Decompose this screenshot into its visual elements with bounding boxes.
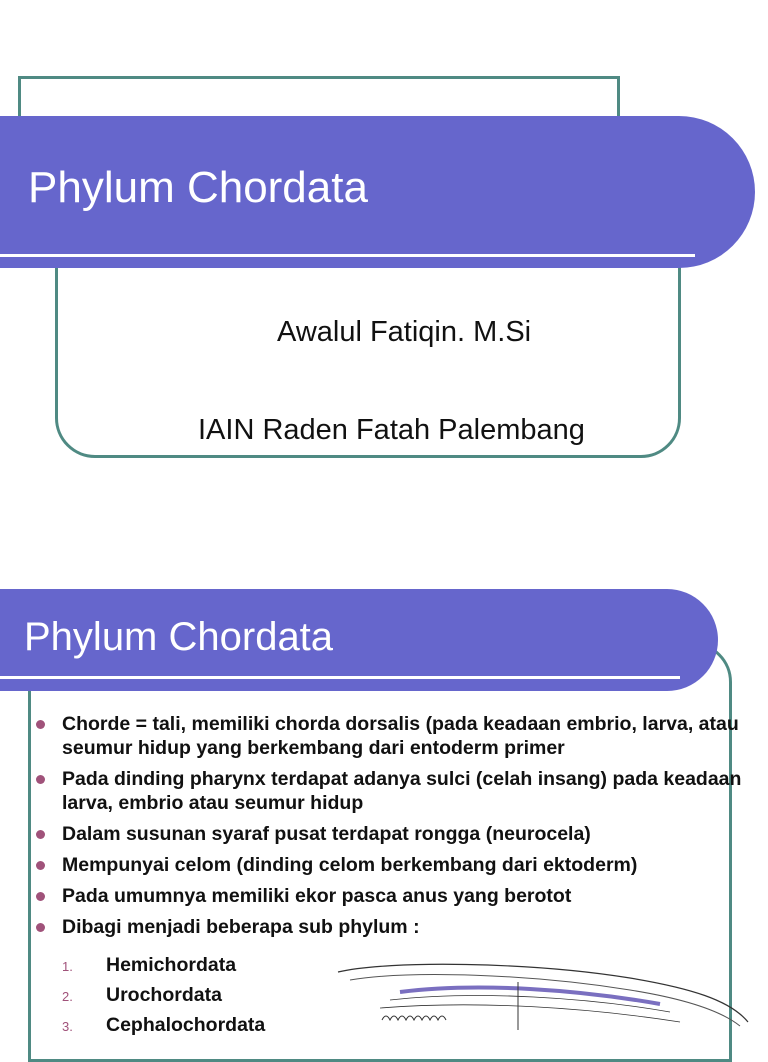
slide-title: Phylum Chordata bbox=[28, 163, 368, 212]
chordate-illustration bbox=[330, 960, 750, 1030]
bullet-icon bbox=[36, 720, 45, 729]
bullet-list bbox=[36, 712, 756, 946]
author-name: Awalul Fatiqin. M.Si bbox=[277, 316, 532, 348]
subphylum-item: 1. Hemichordata bbox=[62, 954, 237, 976]
bullet-icon bbox=[36, 861, 45, 870]
bullet-item: Mempunyai celom (dinding celom berkembang dari ektoderm) bbox=[36, 853, 756, 877]
bullet-item: Dalam susunan syaraf pusat terdapat rongga (neurocela) bbox=[36, 822, 756, 846]
bullet-icon bbox=[36, 830, 45, 839]
bullet-icon bbox=[36, 892, 45, 901]
bullet-icon bbox=[36, 923, 45, 932]
subphylum-item: 3. Cephalochordata bbox=[62, 1014, 266, 1036]
title-slide bbox=[0, 0, 768, 512]
institution-name: IAIN Raden Fatah Palembang bbox=[198, 414, 585, 446]
bullet-item: Pada dinding pharynx terdapat adanya sulci (celah insang) pada keadaan larva, embrio atau seumur hidup bbox=[36, 767, 756, 815]
bullet-item: Pada umumnya memiliki ekor pasca anus yang berotot bbox=[36, 884, 756, 908]
slide-title: Phylum Chordata bbox=[24, 615, 334, 659]
content-slide bbox=[0, 512, 768, 1036]
title-underline bbox=[0, 676, 680, 679]
title-underline bbox=[0, 254, 695, 257]
bullet-icon bbox=[36, 775, 45, 784]
subphylum-list bbox=[62, 953, 265, 1043]
subphylum-item: 2. Urochordata bbox=[62, 984, 222, 1006]
bullet-item: Dibagi menjadi beberapa sub phylum : bbox=[36, 915, 756, 939]
bullet-item: Chorde = tali, memiliki chorda dorsalis (pada keadaan embrio, larva, atau seumur hidup yang berkembang dari entoderm primer bbox=[36, 712, 756, 760]
